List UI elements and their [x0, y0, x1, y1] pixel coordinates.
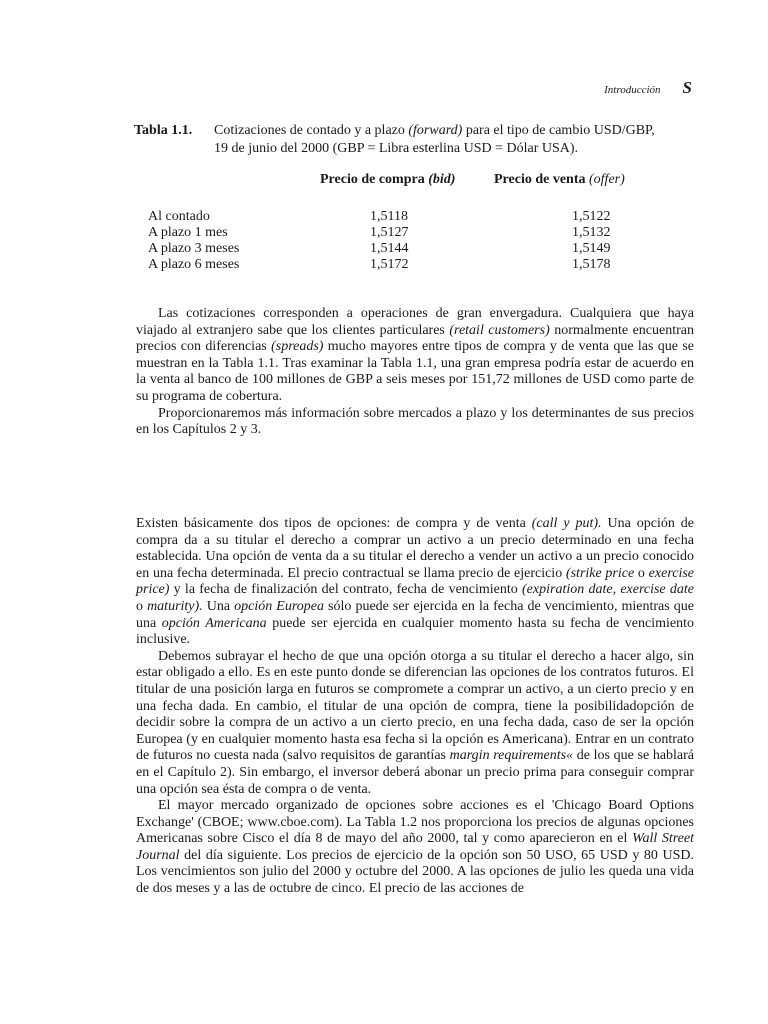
text-run: o — [634, 565, 649, 581]
row-label: A plazo 1 mes — [148, 225, 228, 240]
term-strike-price: (strike price — [565, 565, 635, 581]
term-wall-street-journal: Wall Street Journal — [136, 831, 694, 863]
ask-value: 1,5122 — [572, 209, 611, 224]
term-exercise-price: exercise price) — [136, 565, 695, 598]
paragraph — [136, 649, 694, 798]
term-call-put: (call y put). — [531, 516, 602, 531]
caption-text: Cotizaciones de contado y a plazo — [214, 123, 409, 138]
column-header-term: (bid) — [428, 172, 456, 187]
text-run: Una opción de compra da a su titular el derecho a comprar un activo a un precio determinado en una fecha establecida. Una opción de venta da a su titular el derecho a vender un activo a un precio conocido en una fecha determinada. El precio contractual se llama precio de ejercicio — [136, 516, 694, 581]
column-header-text: Precio de venta — [494, 172, 589, 187]
header-page-number: S — [682, 78, 692, 97]
row-label: A plazo 6 meses — [148, 257, 240, 272]
section-options-text — [136, 516, 694, 898]
text-run: Una — [202, 598, 235, 614]
text-run: puede ser ejercida en cualquier momento hasta su fecha de vencimiento inclusive. — [136, 615, 694, 648]
column-header-ask — [494, 172, 625, 188]
term-margin-requirements: margin requirements« — [449, 748, 574, 764]
table-row — [148, 257, 652, 273]
table-row — [148, 209, 652, 225]
table-row — [148, 225, 652, 241]
term-spreads: (spreads) — [271, 339, 324, 355]
section-forward-text — [136, 306, 694, 439]
quotes-table — [148, 209, 652, 273]
table-label: Tabla 1.1. — [134, 123, 193, 138]
caption-text: para el tipo de cambio USD/GBP, — [462, 123, 655, 138]
text-run: o — [136, 598, 148, 614]
column-header-text: Precio de compra — [320, 172, 429, 187]
paragraph — [136, 516, 694, 649]
column-header-term: (offer) — [589, 172, 625, 187]
term-maturity: maturity). — [147, 598, 203, 614]
text-run: El mayor mercado organizado de opciones sobre acciones es el 'Chicago Board Options Exchange' (CBOE; www.cboe.com). La Tabla 1.2 nos proporciona los precios de algunas opciones Americanas sobre Cisco el día 8 de mayo del año 2000, tal y como aparecieron en el — [136, 798, 694, 847]
ask-value: 1,5149 — [572, 241, 611, 256]
term-retail-customers: (retail customers) — [449, 322, 550, 338]
bid-value: 1,5118 — [370, 209, 408, 224]
row-label: Al contado — [148, 209, 210, 224]
text-run: normalmente encuentran precios con diferencias — [136, 322, 694, 355]
column-header-bid — [320, 172, 455, 188]
paragraph — [136, 306, 694, 406]
term-american-option: opción Americana — [161, 615, 267, 631]
term-expiration-date: (expiration date, exercise date — [522, 582, 694, 598]
caption-line-2: 19 de junio del 2000 (GBP = Libra esterlina USD = Dólar USA). — [214, 141, 579, 156]
bid-value: 1,5144 — [370, 241, 409, 256]
paragraph — [136, 798, 694, 898]
ask-value: 1,5132 — [572, 225, 611, 240]
bid-value: 1,5127 — [370, 225, 409, 240]
term-european-option: opción Europea — [234, 598, 324, 614]
text-run: del día siguiente. Los precios de ejercicio de la opción son 50 USO, 65 USD y 80 USD. Los vencimientos son julio del 2000 y octubre del 2000. A las opciones de julio les queda una vida de dos meses y a las de octubre de cinco. El precio de las acciones de — [136, 847, 694, 897]
text-run: sólo puede ser ejercida en la fecha de vencimiento, mientras que una — [136, 598, 694, 631]
ask-value: 1,5178 — [572, 257, 611, 272]
caption-line-1 — [214, 122, 694, 140]
table-row — [148, 241, 652, 257]
text-run: Debemos subrayar el hecho de que una opción otorga a su titular el derecho a hacer algo, sin estar obligado a ello. Es en este punto donde se diferencian las opciones de los contratos futuros. El titular de una posición larga en futuros se compromete a comprar un activo, a un cierto precio y en una fecha dada. En cambio, el titular de una opción de compra, tiene la posibilidadopción de decidir sobre la compra de un activo a un cierto precio, en una fecha dada, caso de ser la opción Europea (y en cualquier momento hasta esa fecha si la opción es Americana). Entrar en un contrato de futuros no cuesta nada (salvo requisitos de garantías — [136, 648, 694, 764]
caption-term-forward: (forward) — [408, 123, 463, 138]
text-run: de los que se hablará en el Capítulo 2). Sin embargo, el inversor deberá abonar un precio prima para conseguir comprar una opción sea ésta de compra o de venta. — [136, 748, 695, 797]
text-run: Existen básicamente dos tipos de opciones: de compra y de venta — [136, 516, 532, 531]
text-run: y la fecha de finalización del contrato, fecha de vencimiento — [169, 582, 523, 598]
text-run: Las cotizaciones corresponden a operaciones de gran envergadura. Cualquiera que haya viajado al extranjero sabe que los clientes particulares — [136, 306, 694, 338]
row-label: A plazo 3 meses — [148, 241, 240, 256]
bid-value: 1,5172 — [370, 257, 409, 272]
text-run: mucho mayores entre tipos de compra y de venta que las que se muestran en la Tabla 1.1. Tras examinar la Tabla 1.1, una gran empresa podría estar de acuerdo en la venta al banco de 100 millones de GBP a seis meses por 151,72 millones de USD como parte de su programa de cobertura. — [136, 339, 694, 404]
paragraph: Proporcionaremos más información sobre mercados a plazo y los determinantes de sus precios en los Capítulos 2 y 3. — [136, 405, 694, 438]
running-header — [604, 78, 692, 98]
header-section-title: Introducción — [604, 84, 661, 96]
